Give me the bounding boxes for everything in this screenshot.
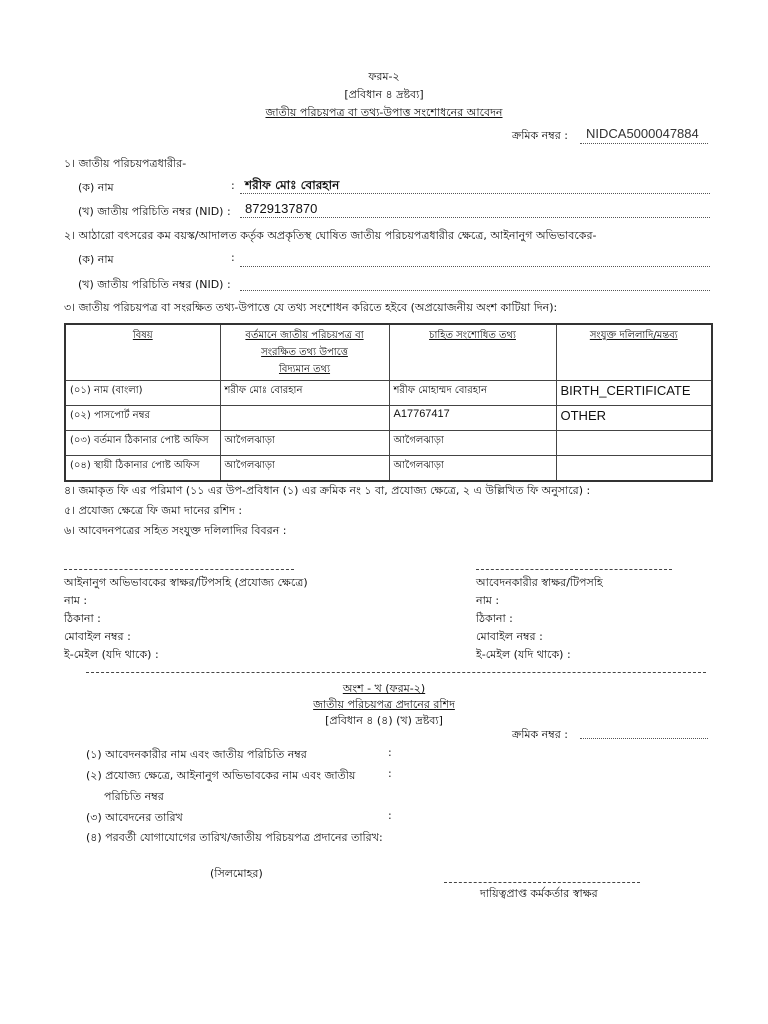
applicant-name-label: নাম :: [476, 594, 500, 607]
header-current: [220, 324, 389, 381]
row-subject: (০২) পাসপোর্ট নম্বর: [65, 406, 220, 431]
holder-nid-label: (খ) জাতীয় পরিচিতি নম্বর (NID) :: [78, 205, 231, 218]
row-requested: শরীফ মোহাম্মদ বোরহান: [389, 381, 556, 406]
row-current: আগৈলঝাড়া: [220, 431, 389, 456]
applicant-signature-title: আবেদনকারীর স্বাক্ষর/টিপসহি: [476, 576, 603, 589]
part-b-title: জাতীয় পরিচয়পত্র প্রদানের রশিদ: [313, 698, 455, 711]
officer-signature-label: দায়িত্বপ্রাপ্ত কর্মকর্তার স্বাক্ষর: [480, 887, 598, 900]
section6-attachments: ৬। আবেদনপত্রের সহিত সংযুক্ত দলিলাদির বিবরন :: [64, 524, 287, 537]
receipt-item-2-cont: পরিচিতি নম্বর: [104, 790, 164, 803]
serial-label: ক্রমিক নম্বর :: [512, 129, 568, 142]
guardian-name-dotline: [240, 266, 710, 267]
officer-signature-line: [444, 882, 640, 883]
guardian-mobile-label: মোবাইল নম্বর :: [64, 630, 131, 643]
applicant-address-label: ঠিকানা :: [476, 612, 513, 625]
receipt-item-3: (৩) আবেদনের তারিখ: [86, 811, 183, 824]
row-subject: (০৩) বর্তমান ঠিকানার পোষ্ট অফিস: [65, 431, 220, 456]
section5-fee-receipt: ৫। প্রযোজ্য ক্ষেত্রে ফি জমা দানের রশিদ :: [64, 504, 243, 517]
row-documents: [556, 456, 712, 482]
guardian-name-colon: :: [231, 251, 235, 264]
row-requested: আগৈলঝাড়া: [389, 456, 556, 482]
row-documents: [556, 431, 712, 456]
table-row: [65, 456, 712, 482]
receipt-item-1: (১) আবেদনকারীর নাম এবং জাতীয় পরিচিতি নম্বর: [86, 748, 307, 761]
receipt-item-2: (২) প্রযোজ্য ক্ষেত্রে, আইনানুগ অভিভাবকের নাম এবং জাতীয়: [86, 769, 356, 782]
holder-name-colon: :: [231, 179, 235, 192]
part-b-rule-reference: [প্রবিধান ৪ (৪) (খ) দ্রষ্টব্য]: [325, 714, 443, 727]
section2-heading: ২। আঠারো বৎসরের কম বয়স্ক/আদালত কর্তৃক অপ্রকৃতিস্থ ঘোষিত জাতীয় পরিচয়পত্রধারীর ক্ষেত্রে, আইনানুগ অভিভাবকের-: [64, 229, 597, 242]
row-current: আগৈলঝাড়া: [220, 456, 389, 482]
header-requested: চাহিত সংশোধিত তথ্য: [389, 324, 556, 381]
row-subject: (০১) নাম (বাংলা): [65, 381, 220, 406]
part-b-heading: অংশ - খ (ফরম-২): [342, 682, 426, 695]
header-current-line2: সংরক্ষিত তথ্য উপাত্তে: [261, 347, 348, 358]
tear-off-line: [86, 672, 706, 673]
guardian-nid-dotline: [240, 290, 710, 291]
guardian-email-label: ই-মেইল (যদি থাকে) :: [64, 648, 159, 661]
header-documents: সংযুক্ত দলিলাদি/মন্তব্য: [556, 324, 712, 381]
applicant-email-label: ই-মেইল (যদি থাকে) :: [476, 648, 571, 661]
row-requested: A17767417: [389, 406, 556, 431]
guardian-address-label: ঠিকানা :: [64, 612, 101, 625]
guardian-signature-title: আইনানুগ অভিভাবকের স্বাক্ষর/টিপসহি (প্রযোজ্য ক্ষেত্রে): [64, 576, 308, 589]
holder-nid-dotline: [240, 217, 710, 218]
table-row: [65, 381, 712, 406]
guardian-signature-line: [64, 569, 294, 570]
guardian-name-label: (ক) নাম: [78, 253, 114, 266]
rule-reference: [প্রবিধান ৪ দ্রষ্টব্য]: [344, 88, 424, 101]
holder-name-value: শরীফ মোঃ বোরহান: [245, 178, 340, 192]
receipt-item-4: (৪) পরবর্তী যোগাযোগের তারিখ/জাতীয় পরিচয়পত্র প্রদানের তারিখ:: [86, 831, 383, 844]
applicant-signature-line: [476, 569, 672, 570]
serial-value: NIDCA5000047884: [586, 126, 699, 141]
header-subject: বিষয়: [65, 324, 220, 381]
receipt-item-3-colon: :: [388, 809, 392, 822]
applicant-mobile-label: মোবাইল নম্বর :: [476, 630, 543, 643]
row-current: [220, 406, 389, 431]
section1-heading: ১। জাতীয় পরিচয়পত্রধারীর-: [64, 157, 187, 170]
seal-label: (সিলমোহর): [210, 867, 263, 880]
table-header-row: [65, 324, 712, 381]
receipt-item-1-colon: :: [388, 746, 392, 759]
holder-name-label: (ক) নাম: [78, 181, 114, 194]
form-title: জাতীয় পরিচয়পত্র বা তথ্য-উপাত্ত সংশোধনের আবেদন: [265, 106, 503, 119]
header-current-line3: বিদ্যমান তথ্য: [278, 364, 331, 375]
row-current: শরীফ মোঃ বোরহান: [220, 381, 389, 406]
section4-fee-amount: ৪। জমাকৃত ফি এর পরিমাণ (১১ এর উপ-প্রবিধান (১) এর ক্রমিক নং ১ বা, প্রযোজ্য ক্ষেত্রে, ২ এ উল্লিখিত ফি অনুসারে) :: [64, 484, 591, 497]
part-b-serial-label: ক্রমিক নম্বর :: [512, 728, 568, 741]
part-b-serial-dotline: [580, 738, 708, 739]
guardian-nid-label: (খ) জাতীয় পরিচিতি নম্বর (NID) :: [78, 278, 231, 291]
holder-nid-value: 8729137870: [245, 201, 318, 216]
holder-name-dotline: [240, 193, 710, 194]
row-requested: আগৈলঝাড়া: [389, 431, 556, 456]
row-documents: BIRTH_CERTIFICATE: [556, 381, 712, 406]
row-documents: OTHER: [556, 406, 712, 431]
guardian-name-label: নাম :: [64, 594, 88, 607]
header-current-line1: বর্তমানে জাতীয় পরিচয়পত্র বা: [245, 330, 364, 341]
amendment-table: [64, 323, 713, 482]
section3-heading: ৩। জাতীয় পরিচয়পত্র বা সংরক্ষিত তথ্য-উপাত্তে যে তথ্য সংশোধন করিতে হইবে (অপ্রয়োজনীয় অংশ কাটিয়া দিন):: [64, 301, 558, 314]
table-row: [65, 431, 712, 456]
row-subject: (০৪) স্থায়ী ঠিকানার পোষ্ট অফিস: [65, 456, 220, 482]
receipt-item-2-colon: :: [388, 767, 392, 780]
table-row: [65, 406, 712, 431]
form-number: ফরম-২: [368, 70, 400, 83]
serial-dotline: [580, 143, 708, 144]
